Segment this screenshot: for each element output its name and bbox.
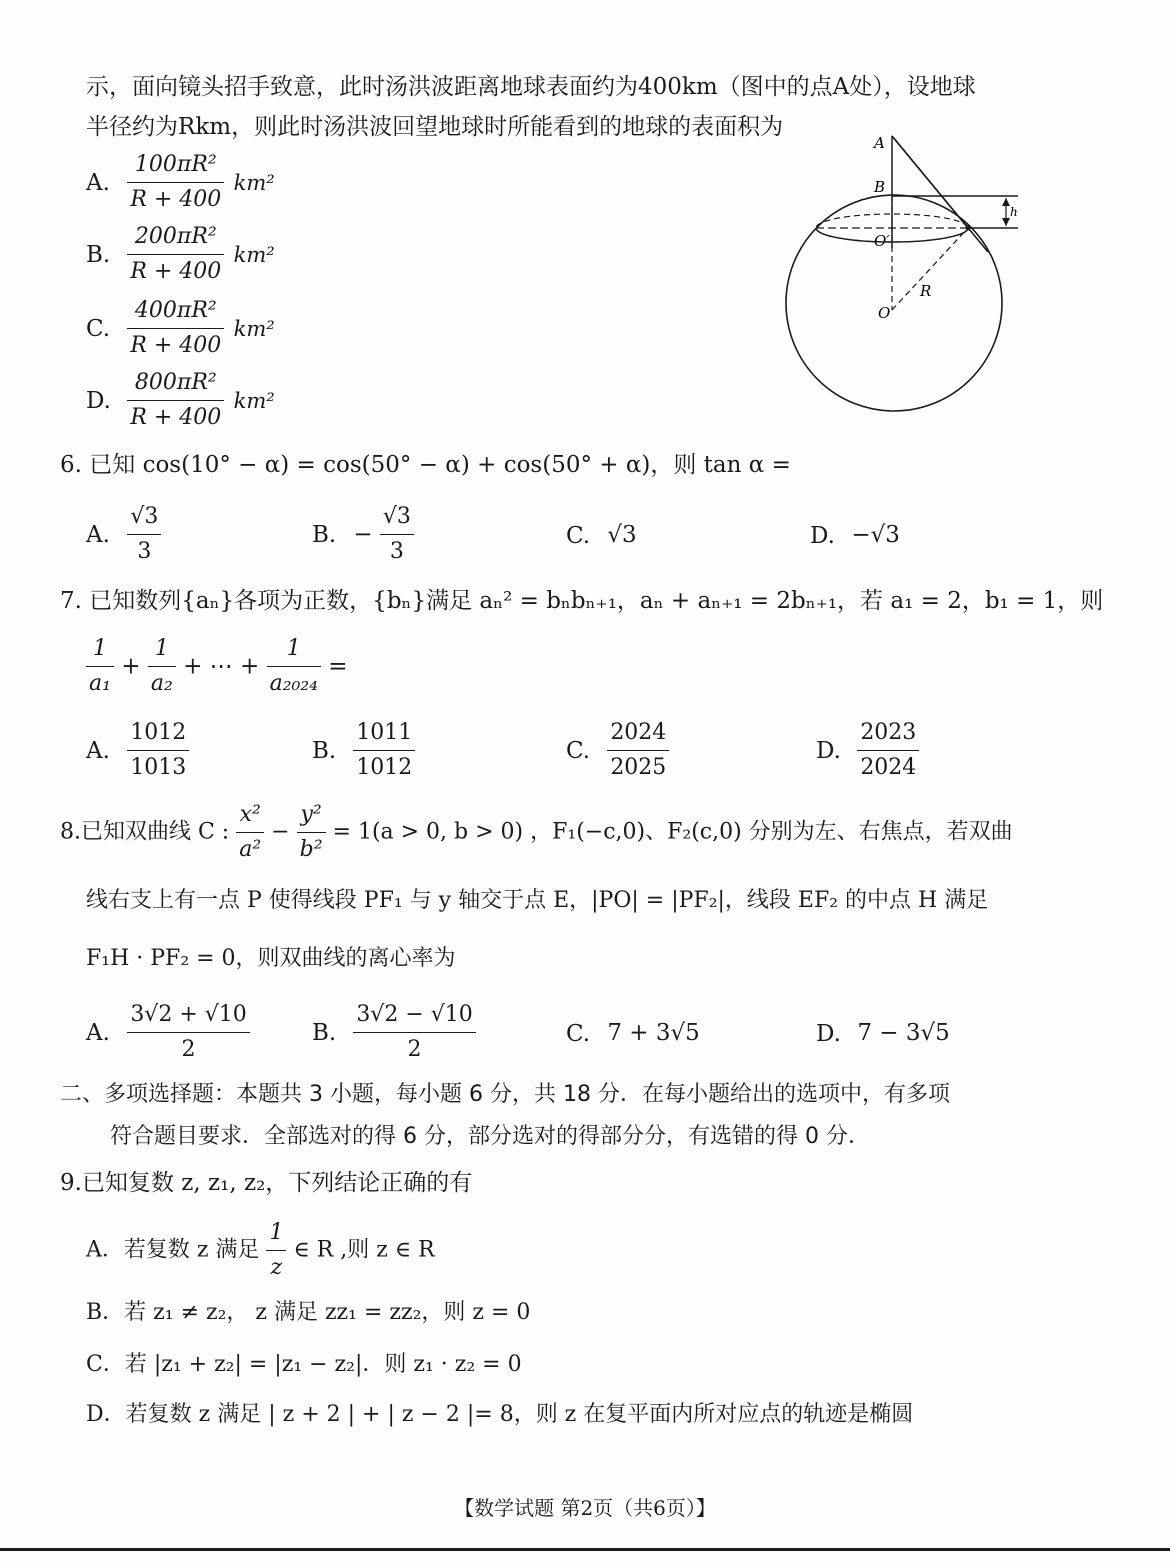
q9-option-d: D．若复数 z 满足 | z + 2 | + | z − 2 |= 8，则 z 在复平面内所对应点的轨迹是椭圆: [86, 1402, 914, 1427]
q8-option-a: A. $\frac{3√2 + √10}{2}$: [86, 1000, 250, 1065]
q5-intro-line2: 半径约为Rkm，则此时汤洪波回望地球时所能看到的地球的表面积为: [86, 114, 784, 140]
q5-option-d: D. $\frac{\text{800πR²}}{R + 400}$ km²: [86, 370, 275, 430]
q5-intro-line1: 示，面向镜头招手致意，此时汤洪波距离地球表面约为400km（图中的点A处），设地球: [86, 74, 976, 100]
q8-stem-line3: F₁H · PF₂ = 0，则双曲线的离心率为: [86, 946, 456, 971]
q6-option-c: C. √3: [566, 522, 637, 549]
q5-option-b: B. $\frac{\text{200πR²}}{R + 400}$ km²: [86, 224, 275, 284]
q9-option-b: B．若 z₁ ≠ z₂， z 满足 zz₁ = zz₂，则 z = 0: [86, 1300, 531, 1325]
q7-option-c: C. $\frac{2024}{2025}$: [566, 718, 669, 783]
q7-stem: 7. 已知数列{aₙ}各项为正数，{bₙ}满足 aₙ² = bₙbₙ₊₁，aₙ + aₙ₊₁ = 2bₙ₊₁，若 a₁ = 2，b₁ = 1，则: [60, 588, 1104, 614]
q5-option-a: A. $\frac{\text{100πR²}}{R + 400}$ km²: [86, 152, 275, 212]
q6-stem: 6. 已知 cos(10° − α) = cos(50° − α) + cos(50° + α)，则 tan α =: [60, 452, 791, 478]
radius-r-label: R: [920, 282, 932, 300]
section2-heading-line1: 二、多项选择题：本题共 3 小题，每小题 6 分，共 18 分．在每小题给出的选项中，有多项: [60, 1082, 950, 1107]
height-h-label: h: [1010, 205, 1018, 219]
page-footer: 【数学试题 第2页（共6页）】: [454, 1496, 716, 1520]
q8-stem-line2: 线右支上有一点 P 使得线段 PF₁ 与 y 轴交于点 E，|PO| = |PF₂|，线段 EF₂ 的中点 H 满足: [86, 888, 989, 913]
q8-option-d: D. 7 − 3√5: [816, 1020, 950, 1047]
point-b-label: B: [874, 178, 886, 196]
q8-option-c: C. 7 + 3√5: [566, 1020, 700, 1047]
earth-sphere-figure: [770, 128, 1040, 418]
q9-option-c: C．若 |z₁ + z₂| = |z₁ − z₂|．则 z₁ · z₂ = 0: [86, 1352, 522, 1377]
q7-option-a: A. $\frac{1012}{1013}$: [86, 718, 189, 783]
point-o1-label: O′: [874, 232, 890, 250]
section2-heading-line2: 符合题目要求．全部选对的得 6 分，部分选对的得部分分，有选错的得 0 分．: [110, 1124, 870, 1149]
bottom-divider: [0, 1548, 1170, 1551]
q9-stem: 9.已知复数 z, z₁, z₂，下列结论正确的有: [60, 1170, 473, 1196]
q6-option-b: B. − $\frac{√3}{3}$: [312, 502, 414, 567]
point-o-label: O: [878, 304, 891, 322]
q6-option-d: D. −√3: [810, 522, 900, 549]
point-a-label: A: [874, 134, 885, 152]
q7-option-b: B. $\frac{1011}{1012}$: [312, 718, 415, 783]
q7-option-d: D. $\frac{2023}{2024}$: [816, 718, 919, 783]
q5-option-c: C. $\frac{\text{400πR²}}{R + 400}$ km²: [86, 298, 275, 358]
q9-option-a: A．若复数 z 满足 $\frac{1}{z}$ ∈ R ,则 z ∈ R: [86, 1220, 435, 1280]
q8-stem-line1: 8.已知双曲线 C : $\frac{\text{x²}}{\text{a²}}$ − $\frac{\text{y²}}{\text{b²}}$ = 1(a > 0, b > 0) ，F₁(−c,0)、F₂(c,0) 分别为左、右焦点，若双曲: [60, 802, 1013, 862]
q7-sum-expression: $\frac{1}{\text{a₁}}$ + $\frac{1}{\text{a₂}}$ + ⋯ + $\frac{1}{\text{a₂₀₂₄}}$ =: [86, 634, 348, 699]
q6-option-a: A. $\frac{√3}{3}$: [86, 502, 161, 567]
q8-option-b: B. $\frac{3√2 - √10}{2}$: [312, 1000, 476, 1065]
